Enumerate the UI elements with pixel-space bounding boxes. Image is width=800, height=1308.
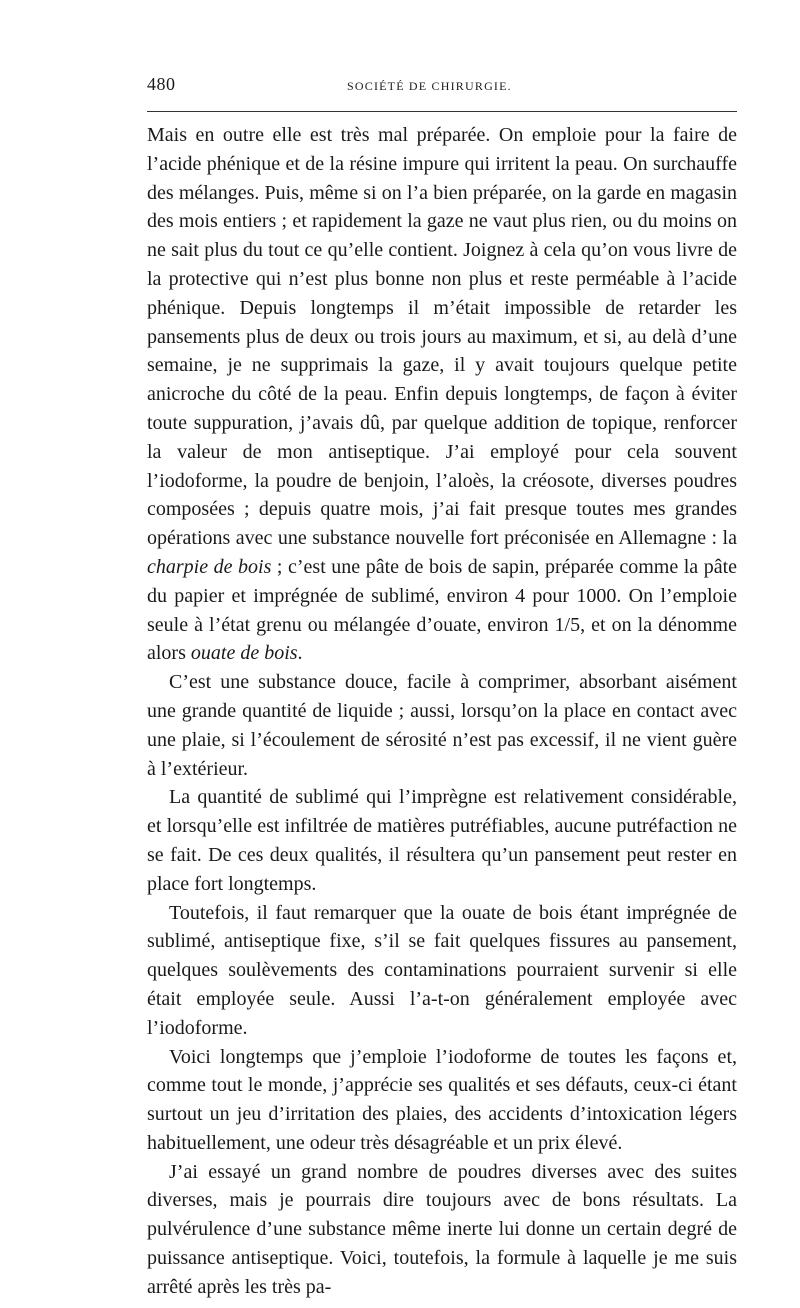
text-segment: . bbox=[297, 642, 303, 665]
paragraph: J’ai essayé un grand nombre de poudres diverses avec des suites diverses, mais je pourrais dire toujours avec de bons résultats. La pulvérulence d’une substance même inerte lui donne un certain degré de puissance antiseptique. Voici, toutefois, la formule à laquelle je me suis arrêté après les très pa- bbox=[147, 1160, 737, 1298]
paragraph: Toutefois, il faut remarquer que la ouate de bois étant imprégnée de sublimé, antiseptique fixe, s’il se fait quelques fissures au pansement, quelques soulèvements des contaminations pourraient survenir si elle était employée seule. Aussi l’a-t-on généralement employée avec l’iodoforme. bbox=[147, 901, 737, 1039]
italic-term: ouate de bois bbox=[190, 642, 298, 665]
paragraph bbox=[147, 121, 737, 668]
header-rule bbox=[147, 111, 737, 112]
body-text bbox=[147, 121, 737, 1302]
page-number: 480 bbox=[147, 74, 176, 94]
running-title: SOCIÉTÉ DE CHIRURGIE. bbox=[347, 79, 512, 93]
paragraph: Voici longtemps que j’emploie l’iodoforme de toutes les façons et, comme tout le monde, j’apprécie ses qualités et ses défauts, ceux-ci étant surtout un jeu d’irritation des plaies, des accidents d’intoxication légers habituellement, une odeur très désagréable et un prix élevé. bbox=[147, 1045, 737, 1154]
paragraph: C’est une substance douce, facile à comprimer, absorbant aisément une grande quantité de liquide ; aussi, lorsqu’on la place en contact avec une plaie, si l’écoulement de sérosité n’est pas excessif, il ne vient guère à l’extérieur. bbox=[147, 671, 737, 780]
paragraph: La quantité de sublimé qui l’imprègne est relativement considérable, et lorsqu’elle est infiltrée de matières putréfiables, aucune putréfaction ne se fait. De ces deux qualités, il résultera qu’un pansement peut rester en place fort longtemps. bbox=[147, 786, 737, 895]
page-header bbox=[147, 74, 737, 104]
text-segment: Mais en outre elle est très mal préparée. On emploie pour la faire de l’acide phénique et de la résine impure qui irritent la peau. On surchauffe des mélanges. Puis, même si on l’a bien préparée, on la garde en magasin des mois entiers ; et rapidement la gaze ne vaut plus rien, ou du moins on ne sait plus du tout ce qu’elle contient. Joignez à cela qu’on vous livre de la protective qui n’est plus bonne non plus et reste perméable à l’acide phénique. Depuis longtemps il m’était impossible de retarder les pansements plus de deux ou trois jours au maximum, et si, au delà d’une semaine, je ne supprimais la gaze, il y avait toujours quelque petite anicroche du côté de la peau. Enfin depuis longtemps, de façon à éviter toute suppuration, j’avais dû, par quelque addition de topique, renforcer la valeur de mon antiseptique. J’ai employé pour cela souvent l’iodoforme, la poudre de benjoin, l’aloès, la créosote, diverses poudres composées ; depuis quatre mois, j’ai fait presque toutes mes grandes opérations avec une substance nouvelle fort préconisée en Allemagne : la bbox=[147, 124, 737, 550]
italic-term: charpie de bois bbox=[147, 555, 272, 578]
text-segment: ; c’est une pâte de bois de sapin, préparée comme la pâte du papier et imprégnée de sublimé, environ 4 pour 1000. On l’emploie seule à l’état grenu ou mélangée d’ouate, environ 1/5, et on la dénomme alors bbox=[147, 555, 737, 665]
